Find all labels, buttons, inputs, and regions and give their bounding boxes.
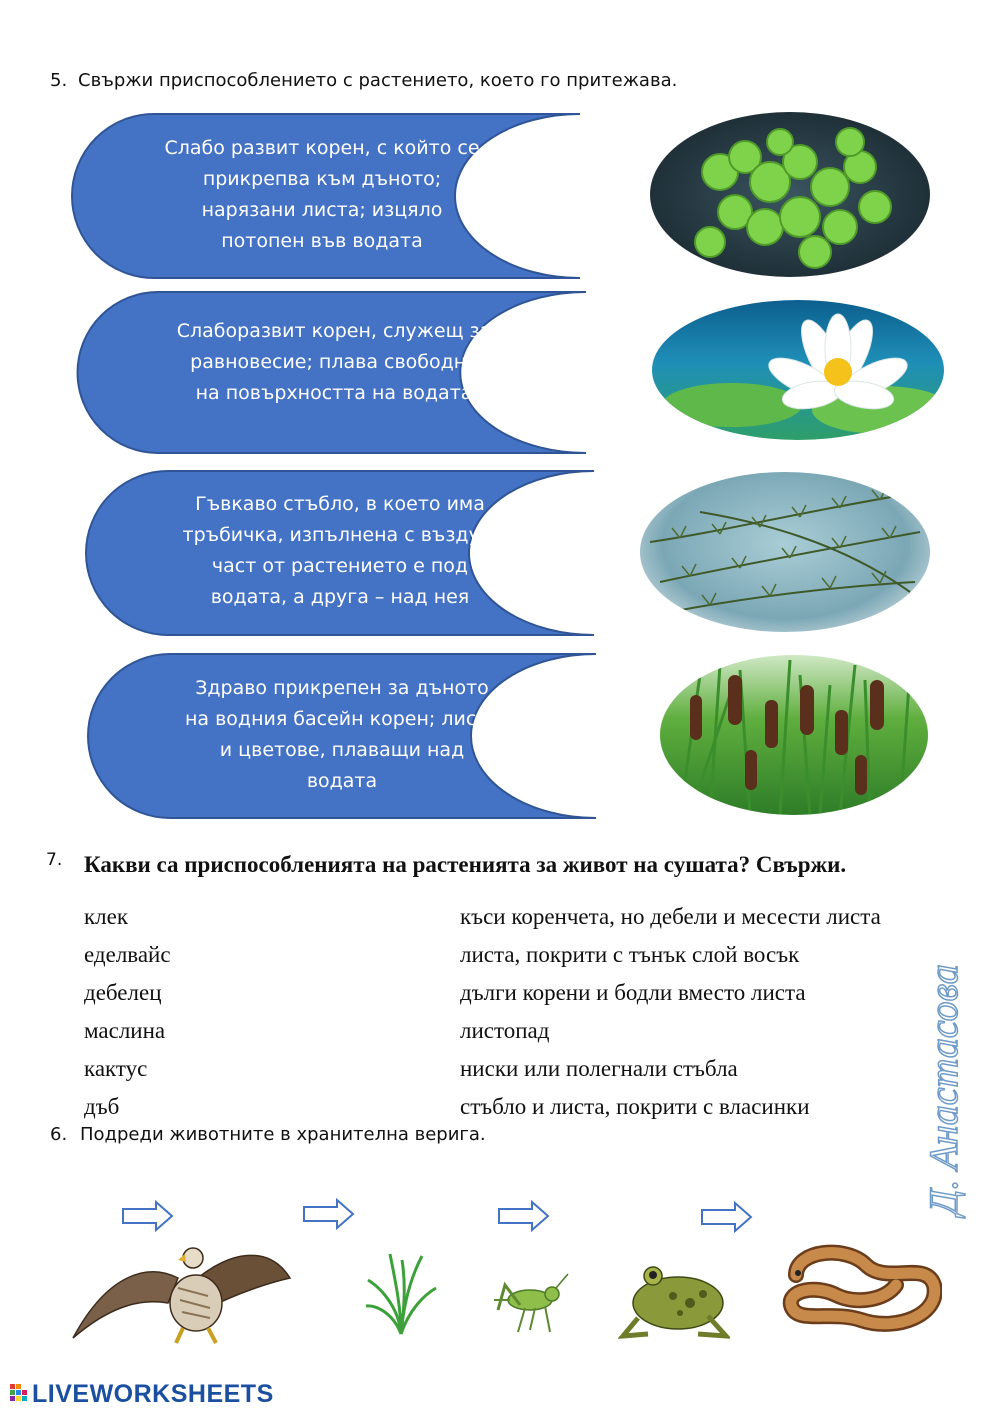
water-lily-drawing (652, 300, 944, 440)
arrow-right-icon (122, 1200, 174, 1232)
adaptation-card-4[interactable] (86, 652, 598, 820)
card-text: Здраво прикрепен за дъното на водния басейн корен; листа и цветове, плаващи над водата (185, 677, 499, 792)
plant-1[interactable]: клек (84, 904, 129, 929)
logo-blocks-icon (10, 1384, 32, 1406)
arrow-right-icon (498, 1200, 550, 1232)
grass-icon[interactable] (364, 1250, 438, 1336)
task5-prompt: 5. Свържи приспособлението с растението, което го притежава. (50, 70, 678, 91)
task6-prompt: 6. Подреди животните в хранителна верига. (50, 1124, 486, 1145)
plant-2[interactable]: еделвайс (84, 942, 171, 967)
card-text: Слабо развит корен, с който се прикрепва към дъното; нарязани листа; изцяло потопен във водата (164, 137, 480, 252)
cattail-photo[interactable] (660, 655, 928, 815)
grasshopper-icon[interactable] (490, 1270, 572, 1340)
adaptation-card-2[interactable] (76, 290, 588, 455)
plant-3[interactable]: дебелец (84, 980, 162, 1005)
adaptation-1[interactable]: къси коренчета, но дебели и месести листа (460, 904, 881, 929)
card-text: Гъвкаво стъбло, в което има тръбичка, изпълнена с въздух; част от растението е под водата, а друга – над нея (182, 493, 498, 608)
arrow-right-icon (303, 1198, 355, 1230)
water-lettuce-photo[interactable] (650, 112, 930, 277)
task7-number: 7. (46, 850, 63, 870)
adaptation-5[interactable]: ниски или полегнали стъбла (460, 1056, 738, 1081)
arrow-right-icon (701, 1201, 753, 1233)
adaptation-card-3[interactable] (84, 469, 596, 637)
author-signature: Д. Анастасова (921, 964, 966, 1215)
task7-prompt: Какви са приспособленията на растенията за живот на сушата? Свържи. (84, 852, 847, 877)
liveworksheets-logo[interactable] (10, 1380, 274, 1409)
plant-4[interactable]: маслина (84, 1018, 166, 1043)
hornwort-photo[interactable] (640, 472, 930, 632)
adaptation-4[interactable]: листопад (460, 1018, 550, 1043)
logo-text: LIVEWORKSHEETS (32, 1380, 274, 1408)
card-text: Слаборазвит корен, служещ за равновесие; плава свободно на повърхността на водата (176, 320, 492, 404)
plant-5[interactable]: кактус (84, 1056, 148, 1081)
water-lily-photo[interactable] (652, 300, 944, 440)
frog-icon[interactable] (618, 1258, 730, 1342)
plant-6[interactable]: дъб (84, 1094, 120, 1119)
cattail-drawing (660, 655, 928, 815)
water-lettuce-drawing (650, 112, 930, 277)
hornwort-drawing (640, 472, 930, 632)
adaptation-2[interactable]: листа, покрити с тънък слой восък (460, 942, 800, 967)
snake-icon[interactable] (776, 1240, 942, 1338)
adaptation-3[interactable]: дълги корени и бодли вместо листа (460, 980, 806, 1005)
adaptation-card-1[interactable] (70, 112, 582, 280)
eagle-icon[interactable] (68, 1238, 293, 1348)
adaptation-6[interactable]: стъбло и листа, покрити с власинки (460, 1094, 810, 1119)
